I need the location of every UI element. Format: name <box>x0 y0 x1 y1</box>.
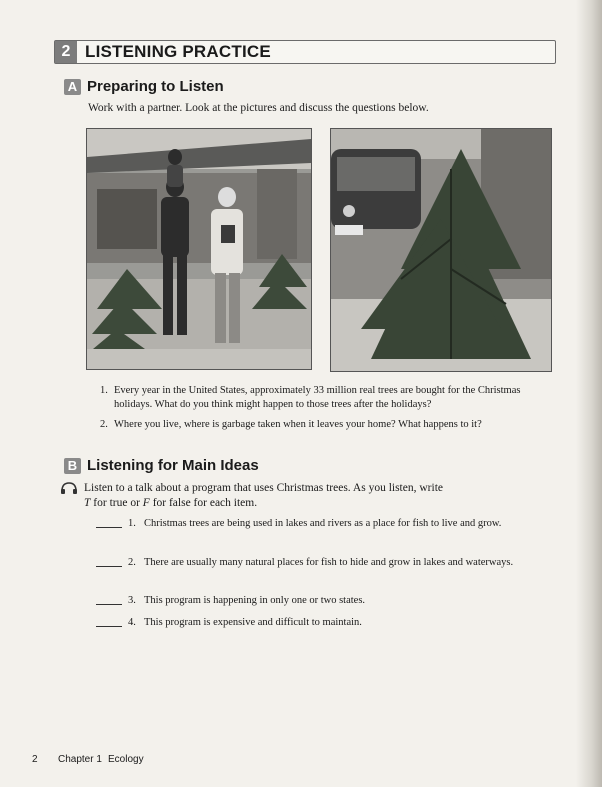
item-number: 4. <box>128 617 136 628</box>
item-number: 2. <box>128 557 136 568</box>
item-text: This program is expensive and difficult to maintain. <box>144 617 362 628</box>
discarded-tree-illustration <box>331 129 551 371</box>
list-item <box>100 418 540 432</box>
section-header <box>54 40 556 64</box>
tf-item-3 <box>96 594 516 608</box>
tf-item-4 <box>96 616 516 630</box>
footer-chapter-title: Ecology <box>108 754 144 765</box>
instruction-end: for false for each item. <box>149 497 258 509</box>
photo-family-carrying-tree <box>86 128 312 370</box>
false-letter: F <box>142 497 150 509</box>
answer-blank[interactable] <box>96 556 122 567</box>
family-tree-illustration <box>87 129 311 369</box>
part-b-letter: B <box>64 458 81 474</box>
answer-blank[interactable] <box>96 517 122 528</box>
tf-item-1 <box>96 517 516 531</box>
part-b-instruction-line2 <box>84 496 544 511</box>
item-text: This program is happening in only one or two states. <box>144 595 366 606</box>
section-number: 2 <box>55 41 77 63</box>
question-number: 2. <box>100 419 108 430</box>
answer-blank[interactable] <box>96 594 122 605</box>
part-a-header <box>64 78 224 95</box>
page-number: 2 <box>32 754 38 765</box>
part-b-instruction-line1: Listen to a talk about a program that uses Christmas trees. As you listen, write <box>84 482 443 494</box>
item-number: 1. <box>128 518 136 529</box>
list-item <box>100 384 540 412</box>
photo-discarded-tree <box>330 128 552 372</box>
headphones-icon <box>60 481 78 500</box>
true-letter: T <box>84 497 91 509</box>
part-a-title: Preparing to Listen <box>87 78 224 95</box>
item-number: 3. <box>128 595 136 606</box>
question-number: 1. <box>100 385 108 396</box>
tf-item-2 <box>96 556 516 570</box>
part-a-instruction: Work with a partner. Look at the pictures and discuss the questions below. <box>88 102 429 114</box>
part-a-question-list <box>100 384 540 438</box>
part-b-instruction <box>84 481 544 511</box>
part-a-letter: A <box>64 79 81 95</box>
section-title: LISTENING PRACTICE <box>85 42 271 61</box>
question-text: Every year in the United States, approximately 33 million real trees are bought for the Christmas holidays. What do you think might happen to those trees after the holidays? <box>114 385 521 410</box>
answer-blank[interactable] <box>96 616 122 627</box>
part-b-title: Listening for Main Ideas <box>87 457 259 474</box>
part-b-header <box>64 457 259 474</box>
page-edge-shadow <box>576 0 602 787</box>
footer-chapter: Chapter 1 <box>58 754 102 765</box>
item-text: There are usually many natural places for fish to hide and grow in lakes and waterways. <box>144 557 514 568</box>
item-text: Christmas trees are being used in lakes and rivers as a place for fish to live and grow. <box>144 518 502 529</box>
instruction-mid: for true or <box>90 497 143 509</box>
question-text: Where you live, where is garbage taken when it leaves your home? What happens to it? <box>114 419 482 430</box>
